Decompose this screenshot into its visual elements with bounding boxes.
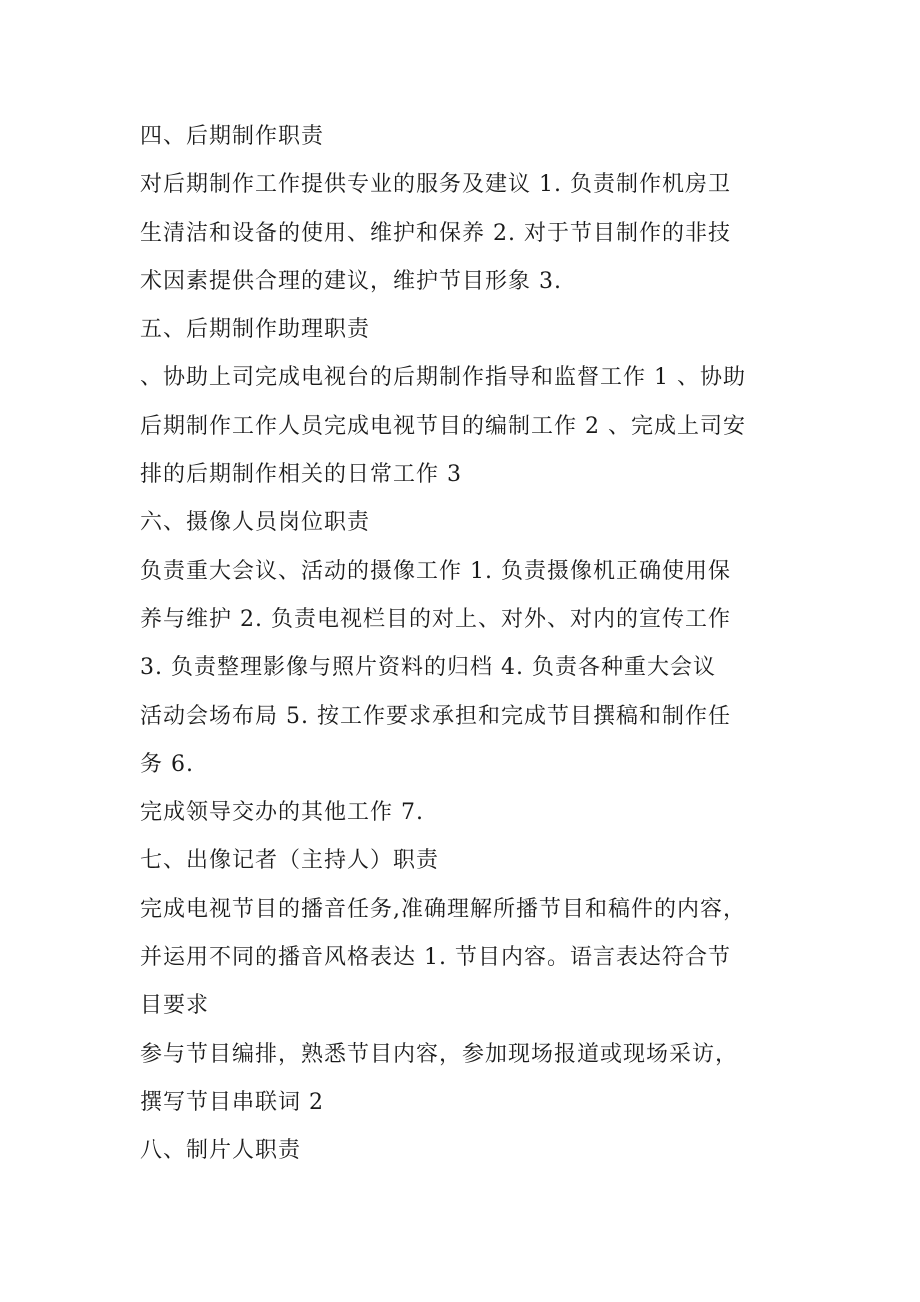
section-heading-producer: 八、制片人职责 bbox=[140, 1138, 302, 1164]
text-line: 参与节目编排，熟悉节目内容，参加现场报道或现场采访， bbox=[140, 1041, 739, 1067]
text-line: 3. 负责整理影像与照片资料的归档 4. 负责各种重大会议 bbox=[140, 655, 716, 681]
document-body bbox=[140, 113, 790, 1176]
text-line: 完成领导交办的其他工作 7. bbox=[140, 800, 424, 826]
text-line: 目要求 bbox=[140, 993, 210, 1019]
text-line: 养与维护 2. 负责电视栏目的对上、对外、对内的宣传工作 bbox=[140, 606, 731, 632]
text-line: 并运用不同的播音风格表达 1. 节目内容。语言表达符合节 bbox=[140, 945, 731, 971]
text-line: 务 6. bbox=[140, 751, 194, 777]
section-heading-camera-staff: 六、摄像人员岗位职责 bbox=[140, 510, 371, 536]
text-line: 后期制作工作人员完成电视节目的编制工作 2 、完成上司安 bbox=[140, 413, 746, 439]
text-line: 活动会场布局 5. 按工作要求承担和完成节目撰稿和制作任 bbox=[140, 703, 731, 729]
text-line: 生清洁和设备的使用、维护和保养 2. 对于节目制作的非技 bbox=[140, 220, 731, 246]
text-line: 、协助上司完成电视台的后期制作指导和监督工作 1 、协助 bbox=[140, 365, 746, 391]
section-heading-post-production: 四、后期制作职责 bbox=[140, 124, 325, 149]
text-line: 术因素提供合理的建议，维护节目形象 3. bbox=[140, 268, 562, 294]
text-line: 负责重大会议、活动的摄像工作 1. 负责摄像机正确使用保 bbox=[140, 558, 731, 584]
text-line: 撰写节目串联词 2 bbox=[140, 1089, 324, 1115]
text-line: 完成电视节目的播音任务,准确理解所播节目和稿件的内容， bbox=[140, 896, 746, 922]
text-line: 排的后期制作相关的日常工作 3 bbox=[140, 462, 462, 488]
section-heading-post-production-assistant: 五、后期制作助理职责 bbox=[140, 317, 371, 343]
text-line: 对后期制作工作提供专业的服务及建议 1. 负责制作机房卫 bbox=[140, 172, 731, 198]
section-heading-on-camera-reporter: 七、出像记者（主持人）职责 bbox=[140, 848, 440, 874]
